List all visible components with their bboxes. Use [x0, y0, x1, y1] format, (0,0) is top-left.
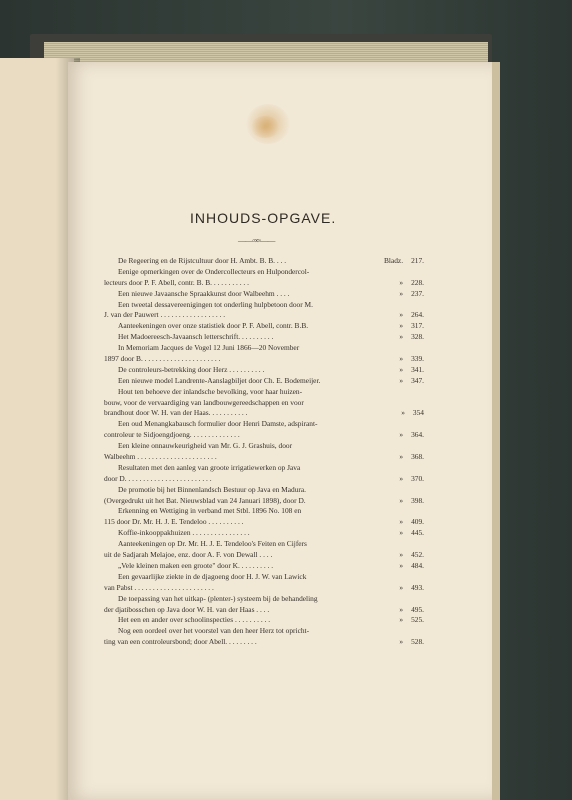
toc-entry [104, 550, 424, 561]
page-right-edge [492, 62, 500, 800]
toc-entry [104, 615, 424, 626]
toc-page-number [381, 452, 424, 463]
toc-page-number [381, 615, 424, 626]
toc-page-number [381, 300, 424, 311]
toc-entry-text: „Vele kleinen maken een groote" door K. . . . . . . . . . [118, 560, 274, 570]
toc-page-value: 409. [411, 517, 424, 527]
toc-page-value: 398. [411, 495, 424, 505]
toc-entry [104, 321, 424, 332]
toc-page-prefix: » [399, 473, 404, 483]
toc-page-number [381, 310, 424, 321]
toc-page-prefix: » [399, 310, 404, 320]
toc-entry-text: ting van een controleursbond; door Abell. . . . . . . . . [104, 637, 257, 647]
toc-page-prefix: » [399, 430, 404, 440]
page-block-edge [44, 42, 488, 64]
toc-page-prefix: » [399, 550, 404, 560]
toc-page-value: 228. [411, 277, 424, 287]
toc-entry-text: Een nieuwe Javaansche Spraakkunst door Walbeehm . . . . [118, 288, 290, 298]
toc-entry-text: der djatibosschen op Java door W. H. van der Haas . . . . [104, 604, 270, 614]
toc-page-value: 368. [411, 452, 424, 462]
toc-page-number [381, 506, 424, 517]
toc-page-number [381, 485, 424, 496]
toc-entry [104, 539, 404, 550]
toc-entry-text: De promotie bij het Binnenlandsch Bestuur op Java en Madura. [118, 484, 307, 494]
toc-entry-text: controleur te Sidjoengdjoeng. . . . . . . . . . . . . . [104, 430, 240, 440]
toc-page-prefix: » [399, 364, 404, 374]
toc-page-value: 364. [411, 430, 424, 440]
toc-entry-text: In Memoriam Jacques de Vogel 12 Juni 1866—20 November [118, 343, 300, 353]
toc-page-value: 528. [411, 637, 424, 647]
toc-entry-text: 1897 door B. . . . . . . . . . . . . . . . . . . . . . [104, 354, 221, 364]
toc-entry [104, 430, 424, 441]
toc-entry [104, 485, 404, 496]
toc-page-prefix: » [399, 528, 404, 538]
toc-page-number [381, 626, 424, 637]
toc-entry [104, 637, 424, 648]
toc-entry [104, 256, 424, 267]
toc-page-number [381, 441, 424, 452]
toc-entry [104, 408, 424, 419]
toc-entry [104, 572, 404, 583]
toc-entry-text: Nog een oordeel over het voorstel van den heer Herz tot opricht- [118, 626, 310, 636]
toc-entry-text: De controleurs-betrekking door Herz . . . . . . . . . . [118, 364, 265, 374]
toc-page-number [381, 398, 424, 409]
toc-page-number [381, 583, 424, 594]
table-of-contents [104, 256, 424, 648]
toc-entry [104, 267, 404, 278]
toc-entry-text: Een nieuwe model Landrente-Aanslagbiljet door Ch. E. Bodemeijer. [118, 375, 321, 385]
toc-page-number [381, 463, 424, 474]
toc-page-number [381, 594, 424, 605]
toc-entry-text: van Pabst . . . . . . . . . . . . . . . . . . . . . . [104, 582, 214, 592]
toc-page-number [381, 365, 424, 376]
toc-entry [104, 343, 404, 354]
toc-entry [104, 594, 404, 605]
toc-entry-text: uit de Sadjarah Melajoe, enz. door A. F. von Dewall . . . . [104, 550, 273, 560]
toc-page-value: 445. [411, 528, 424, 538]
toc-page-value: 493. [411, 582, 424, 592]
toc-entry-text: De Regeering en de Rijstcultuur door H. Ambt. B. B. . . . [118, 256, 287, 265]
toc-entry [104, 463, 404, 474]
toc-entry-text: brandhout door W. H. van der Haas. . . . . . . . . . . [104, 408, 248, 418]
toc-page-number [381, 387, 424, 398]
foxing-stain [250, 116, 280, 138]
toc-entry-text: lecteurs door P. F. Abell, contr. B. B. . . . . . . . . . . [104, 277, 249, 287]
toc-entry [104, 506, 404, 517]
toc-page-number [381, 321, 424, 332]
toc-entry-text: Aanteekeningen over onze statistiek door P. F. Abell, contr. B.B. [118, 321, 309, 331]
toc-entry [104, 300, 404, 311]
toc-page-value: 328. [411, 332, 424, 342]
toc-page-prefix: » [399, 332, 404, 342]
toc-entry-text: Erkenning en Wettiging in verband met Stbl. 1896 No. 108 en [118, 506, 302, 516]
toc-page-prefix: » [399, 582, 404, 592]
toc-entry-text: bouw, voor de vervaardiging van landbouwgereedschappen en voor [104, 397, 304, 407]
toc-page-number [381, 354, 424, 365]
toc-page-number [381, 561, 424, 572]
toc-page-value: 341. [411, 364, 424, 374]
toc-page-value: 452. [411, 550, 424, 560]
toc-page-number [381, 408, 424, 419]
toc-entry [104, 528, 424, 539]
toc-entry [104, 310, 424, 321]
toc-page-number [381, 550, 424, 561]
toc-page-number [381, 496, 424, 507]
toc-entry-text: door D. . . . . . . . . . . . . . . . . . . . . . . . [104, 473, 212, 483]
toc-entry [104, 375, 424, 387]
toc-entry [104, 288, 424, 300]
toc-entry [104, 473, 424, 485]
toc-entry [104, 398, 404, 409]
toc-page-prefix: » [399, 354, 404, 364]
toc-page-prefix: » [401, 408, 405, 418]
toc-page-value: 339. [411, 354, 424, 364]
toc-page-number [381, 430, 424, 441]
toc-page-value: 495. [411, 604, 424, 614]
toc-entry [104, 441, 404, 452]
toc-entry-text: Het Madoereesch-Javaansch letterschrift. . . . . . . . . . [118, 332, 274, 342]
title-ornament: ——◦∞◦—— [238, 236, 275, 245]
toc-page-number [381, 605, 424, 616]
toc-page-prefix: » [399, 375, 404, 385]
toc-page-prefix: » [399, 604, 404, 614]
toc-page-value: 354 [412, 408, 424, 418]
toc-entry-text: (Overgedrukt uit het Bat. Nieuwsblad van 24 Januari 1898), door D. [104, 495, 306, 505]
toc-entry [104, 560, 424, 572]
toc-entry [104, 582, 424, 594]
page-title: INHOUDS-OPGAVE. [190, 210, 337, 226]
toc-entry-text: J. van der Pauwert . . . . . . . . . . . . . . . . . . [104, 310, 226, 320]
toc-entry [104, 387, 404, 398]
toc-page-prefix: » [399, 637, 404, 647]
toc-page-prefix: » [399, 321, 404, 331]
toc-page-value: 525. [411, 615, 424, 625]
toc-entry [104, 364, 424, 376]
toc-page-value: 264. [411, 310, 424, 320]
toc-page-number [381, 278, 424, 289]
toc-page-value: 237. [411, 288, 424, 298]
toc-entry-text: Een kleine onnauwkeurigheid van Mr. G. J. Grashuis, door [118, 441, 293, 451]
toc-page-value: 217. [411, 256, 424, 265]
toc-page-prefix: » [399, 615, 404, 625]
toc-entry-text: Hout ten behoeve der inlandsche bevolking, voor haar huizen- [118, 386, 303, 396]
toc-page-prefix: » [399, 495, 404, 505]
toc-page-value: 484. [411, 560, 424, 570]
toc-entry-text: Aanteekeningen op Dr. Mr. H. J. E. Tendeloo's Feiten en Cijfers [118, 539, 307, 549]
toc-page-number [381, 539, 424, 550]
toc-entry-text: Resultaten met den aanleg van groote irrigatiewerken op Java [118, 462, 301, 472]
toc-entry [104, 495, 424, 507]
toc-entry [104, 419, 404, 430]
toc-entry-text: Een tweetal dessavereenigingen tot onderling hulpbetoon door M. [118, 299, 313, 309]
toc-entry-text: De toepassing van het uitkap- (plenter-) systeem bij de behandeling [118, 593, 318, 603]
toc-entry-text: Walbeehm . . . . . . . . . . . . . . . . . . . . . . [104, 452, 217, 462]
toc-entry [104, 354, 424, 365]
toc-page-value: 317. [411, 321, 424, 331]
toc-entry-text: Eenige opmerkingen over de Ondercollecteurs en Hulpondercol- [118, 266, 310, 276]
toc-page-prefix: » [399, 452, 404, 462]
toc-page-number [381, 637, 424, 648]
toc-page-number [381, 572, 424, 583]
toc-page-prefix: » [399, 288, 404, 298]
toc-page-value: 347. [411, 375, 424, 385]
toc-page-prefix: » [399, 517, 404, 527]
toc-entry [104, 517, 424, 528]
toc-entry [104, 452, 424, 463]
toc-entry-text: 115 door Dr. Mr. H. J. E. Tendeloo . . . . . . . . . . [104, 517, 244, 527]
toc-entry-text: Een gevaarlijke ziekte in de djagoeng door H. J. W. van Lawick [118, 571, 307, 581]
toc-entry-text: Het een en ander over schoolinspecties . . . . . . . . . . [118, 615, 271, 625]
toc-page-number [381, 517, 424, 528]
toc-page-prefix: » [399, 277, 404, 287]
toc-page-number [381, 267, 424, 278]
toc-page-number [381, 332, 424, 343]
toc-page-number [381, 376, 424, 387]
toc-entry [104, 626, 404, 637]
toc-page-number [381, 343, 424, 354]
toc-entry-text: Een oud Menangkabausch formulier door Henri Damste, adspirant- [118, 419, 318, 429]
toc-entry-text: Koffie-inkooppakhuizen . . . . . . . . . . . . . . . . [118, 528, 250, 538]
toc-entry [104, 332, 424, 343]
toc-page-number [381, 419, 424, 430]
toc-entry [104, 604, 424, 616]
toc-page-prefix: » [399, 560, 404, 570]
toc-page-prefix: Bladz. [383, 256, 404, 265]
toc-page-value: 370. [411, 473, 424, 483]
toc-entry [104, 277, 424, 289]
toc-page-number [381, 528, 424, 539]
toc-page-number [381, 474, 424, 485]
toc-page-number [381, 289, 424, 300]
toc-page-number [381, 256, 424, 267]
